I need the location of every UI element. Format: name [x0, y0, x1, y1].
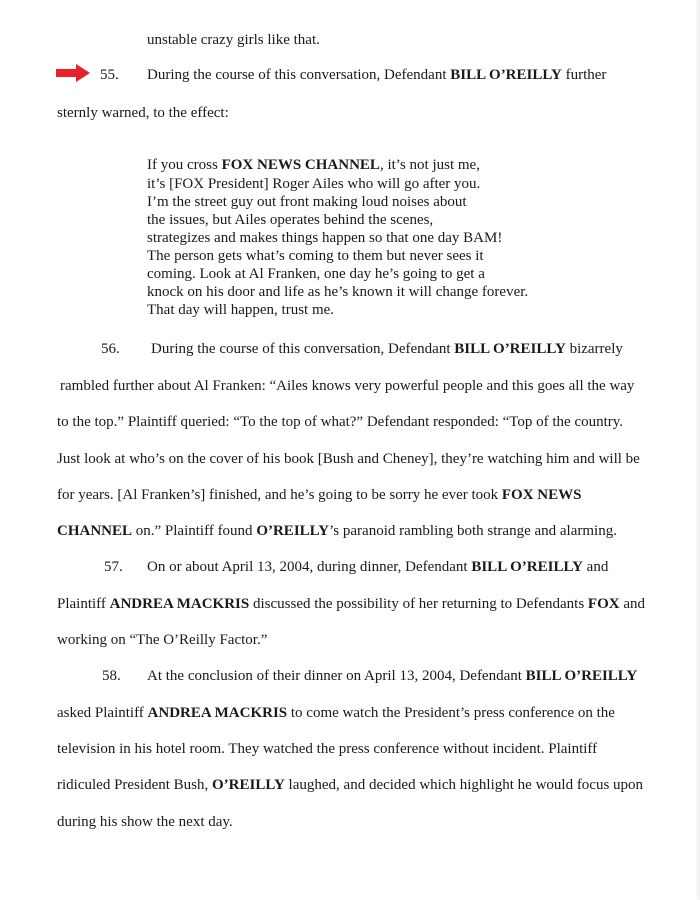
party-name: FOX NEWS	[501, 487, 582, 503]
paragraph-line: television in his hotel room. They watched the press conference without incident. Plaintiff	[57, 741, 598, 757]
paragraph-line	[57, 776, 643, 794]
paragraph-line: rambled further about Al Franken: “Ailes knows very powerful people and this goes all the way	[60, 378, 635, 394]
quote-line: strategizes and makes things happen so that one day BAM!	[147, 230, 503, 246]
quote-line: the issues, but Ailes operates behind the scenes,	[147, 212, 434, 228]
party-name: O’REILLY	[256, 523, 330, 539]
quote-line: The person gets what’s coming to them but never sees it	[147, 248, 484, 264]
text-run: At the conclusion of their dinner on April 13, 2004, Defendant	[147, 668, 526, 684]
text-run: and	[582, 559, 609, 575]
party-name: ANDREA MACKRIS	[147, 705, 288, 721]
text-run: , it’s not just me,	[379, 157, 480, 173]
text-run: ’s paranoid rambling both strange and alarming.	[329, 523, 617, 539]
text-run: asked Plaintiff	[57, 705, 148, 721]
paragraph-line	[147, 66, 606, 84]
paragraph-line: to the top.” Plaintiff queried: “To the top of what?” Defendant responded: “Top of the country.	[57, 414, 624, 430]
quote-line: That day will happen, trust me.	[147, 302, 335, 318]
text-run: laughed, and decided which highlight he would focus upon	[284, 777, 644, 793]
paragraph-number: 55.	[100, 67, 119, 83]
text-run: Plaintiff	[57, 596, 110, 612]
paragraph-line: sternly warned, to the effect:	[57, 105, 229, 121]
party-name: BILL O’REILLY	[471, 559, 583, 575]
text-run: ridiculed President Bush,	[57, 777, 212, 793]
text-run: and	[619, 596, 646, 612]
paragraph-number: 57.	[104, 559, 123, 575]
party-name: FOX	[587, 596, 620, 612]
quote-line: I’m the street guy out front making loud noises about	[147, 194, 467, 210]
paragraph-line	[151, 340, 623, 358]
quote-line: coming. Look at Al Franken, one day he’s going to get a	[147, 266, 485, 282]
party-name: FOX NEWS CHANNEL	[221, 157, 380, 173]
paragraph-line: during his show the next day.	[57, 814, 233, 830]
red-arrow-icon	[56, 64, 90, 82]
paragraph-line	[147, 667, 637, 685]
party-name: CHANNEL	[57, 523, 133, 539]
text-run: During the course of this conversation, Defendant	[151, 341, 455, 357]
text-run: During the course of this conversation, Defendant	[147, 67, 451, 83]
text-run: On or about April 13, 2004, during dinner, Defendant	[147, 559, 472, 575]
paragraph-line: Just look at who’s on the cover of his book [Bush and Cheney], they’re watching him and will be	[57, 451, 640, 467]
party-name: O’REILLY	[211, 777, 285, 793]
quote-line: it’s [FOX President] Roger Ailes who will go after you.	[147, 176, 481, 192]
paragraph-line	[57, 486, 581, 504]
paragraph-number: 56.	[101, 341, 120, 357]
party-name: ANDREA MACKRIS	[109, 596, 250, 612]
paragraph-line	[147, 558, 608, 576]
paragraph-line: working on “The O’Reilly Factor.”	[57, 632, 268, 648]
text-run: on.” Plaintiff found	[132, 523, 257, 539]
quote-line: knock on his door and life as he’s known it will change forever.	[147, 284, 529, 300]
paragraph-number: 58.	[102, 668, 121, 684]
quote-line	[147, 157, 480, 174]
continuation-line: unstable crazy girls like that.	[147, 32, 320, 48]
text-run: for years. [Al Franken’s] finished, and he’s going to be sorry he ever took	[57, 487, 502, 503]
paragraph-line	[57, 595, 645, 613]
party-name: BILL O’REILLY	[525, 668, 638, 684]
party-name: BILL O’REILLY	[450, 67, 562, 83]
text-run: bizarrely	[565, 341, 623, 357]
paragraph-line	[57, 704, 615, 722]
paragraph-line	[57, 522, 617, 540]
text-run: to come watch the President’s press conference on the	[287, 705, 615, 721]
text-run: further	[561, 67, 607, 83]
party-name: BILL O’REILLY	[454, 341, 566, 357]
text-run: discussed the possibility of her returning to Defendants	[249, 596, 588, 612]
scan-edge-shadow	[694, 0, 700, 900]
text-run: If you cross	[147, 157, 222, 173]
